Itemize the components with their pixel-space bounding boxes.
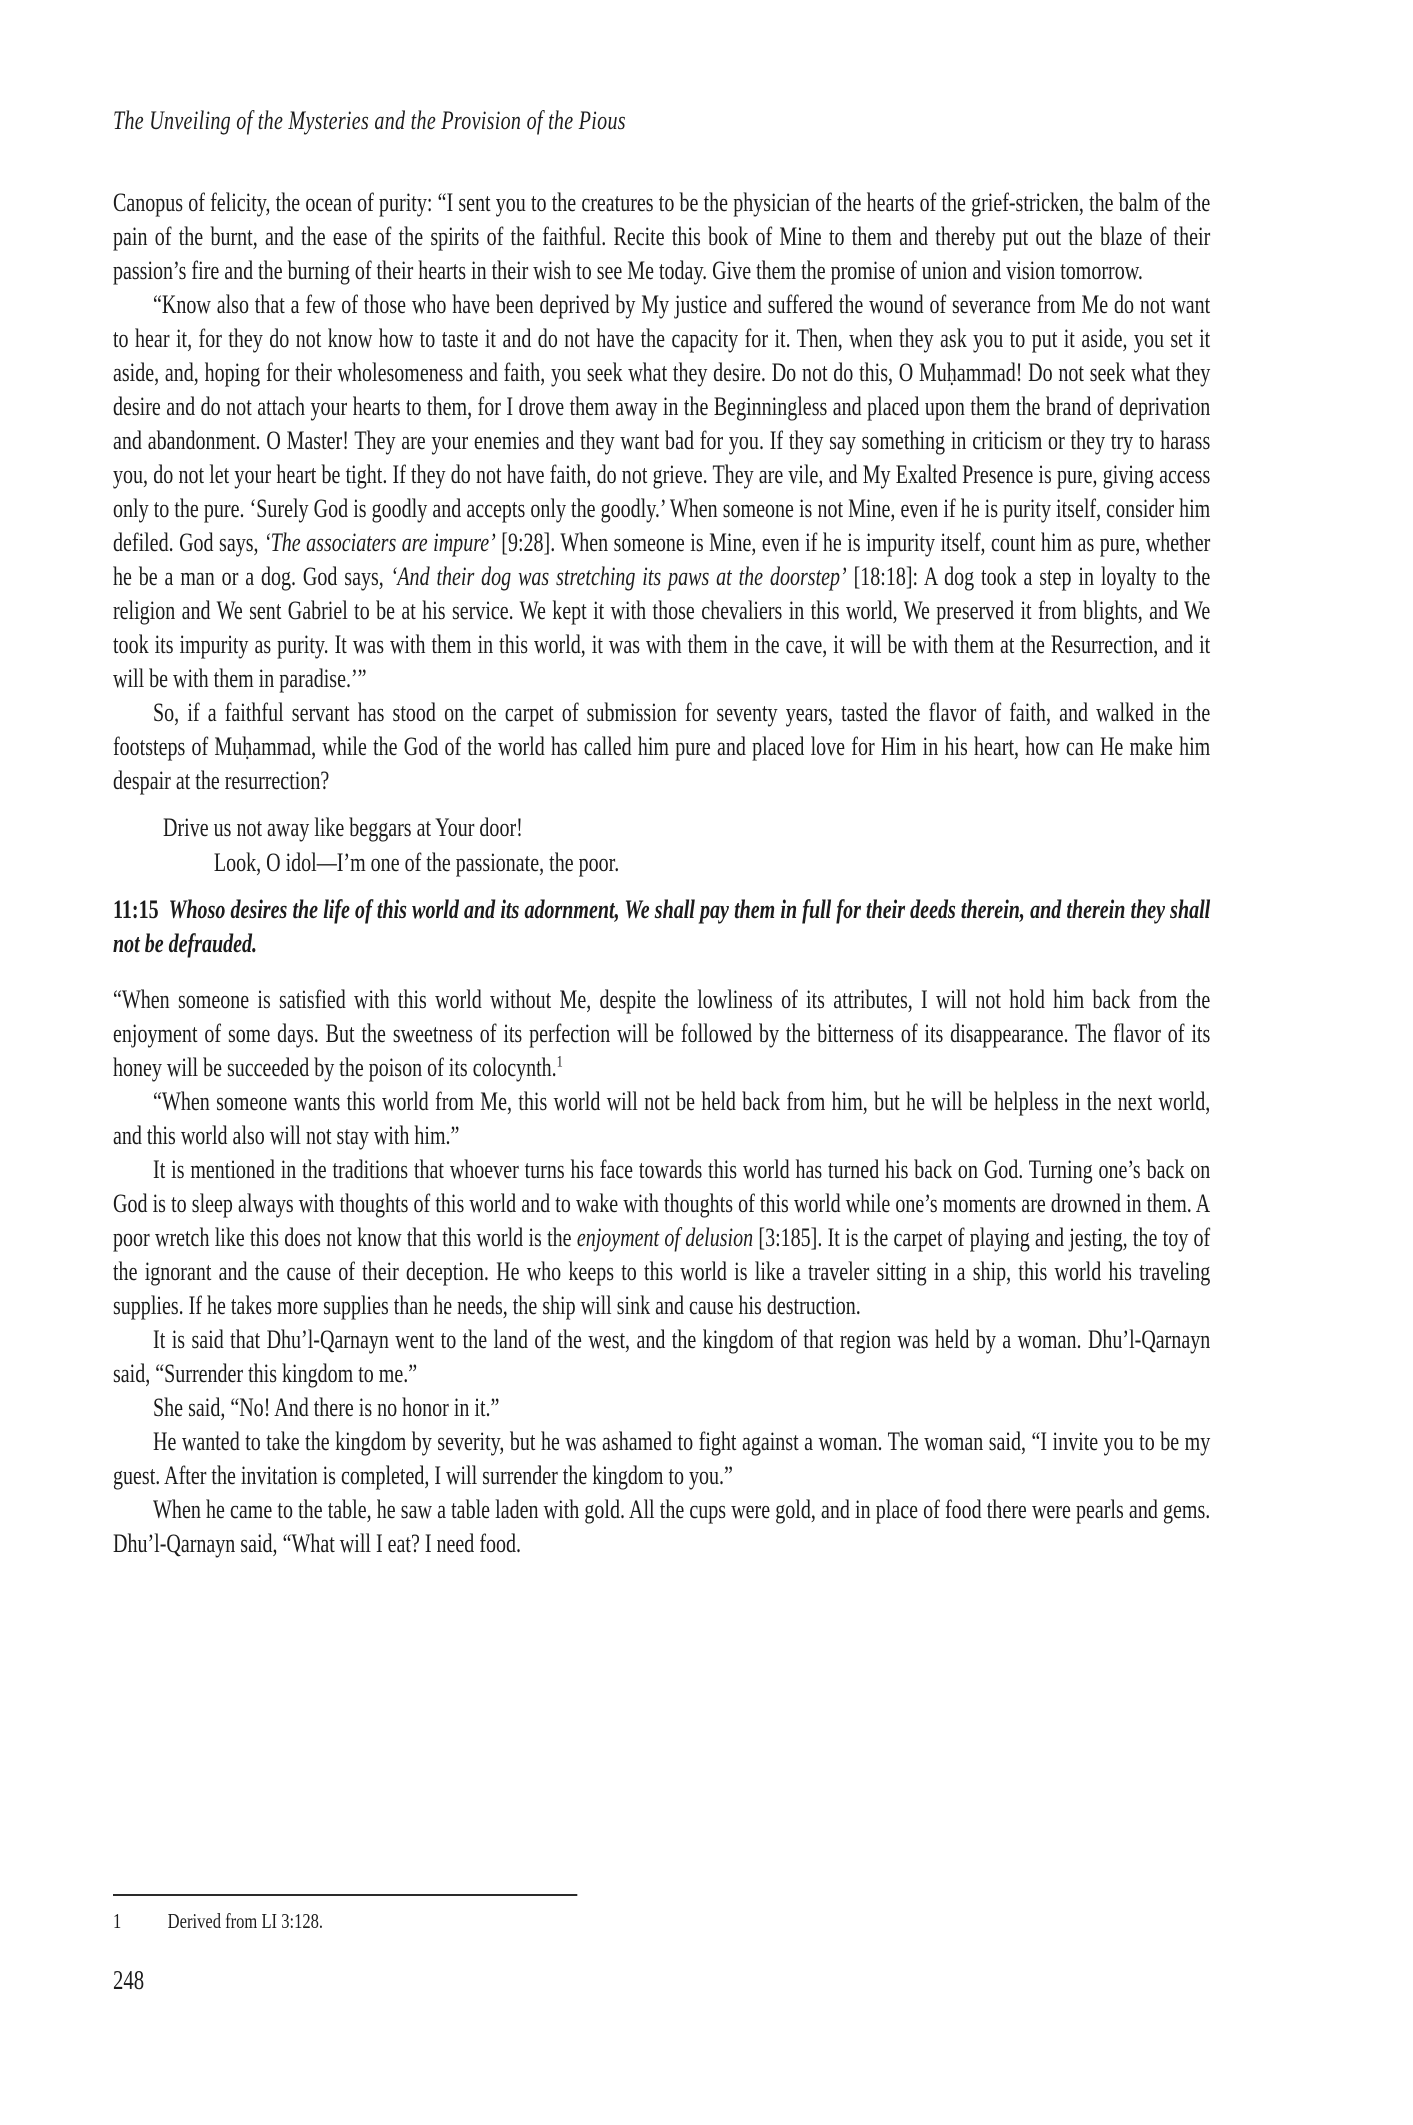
body-paragraph: “When someone wants this world from Me, this world will not be held back from him, but he will be helpless in the next world, and this world also will not stay with him.”	[113, 1087, 1211, 1150]
body-paragraph: She said, “No! And there is no honor in it.”	[153, 1393, 500, 1422]
body-paragraph: When he came to the table, he saw a table laden with gold. All the cups were gold, and in place of food there were pearls and gems. Dhu’l-Qarnayn said, “What will I eat? I need food.	[113, 1495, 1211, 1558]
footnote-text: Derived from LI 3:128.	[167, 1909, 324, 1933]
verse-couplet	[113, 810, 1210, 880]
verse-line: Drive us not away like beggars at Your door!	[163, 813, 523, 842]
footnote-area	[113, 1894, 1210, 1934]
footnote-marker: 1	[113, 1909, 122, 1933]
body-paragraph: “Know also that a few of those who have been deprived by My justice and suffered the wound of severance from Me do not want to hear it, for they do not know how to taste it and do not have the capacity for it. Then, when they ask you to put it aside, you set it aside, and, hoping for their wholesomeness and faith, you seek what they desire. Do not do this, O Muḥammad! Do not seek what they desire and do not attach your hearts to them, for I drove them away in the Beginningless and placed upon them the brand of deprivation and abandonment. O Master! They are your enemies and they want bad for you. If they say something in criticism or they try to harass you, do not let your heart be tight. If they do not have faith, do not grieve. They are vile, and My Exalted Presence is pure, giving access only to the pure. ‘Surely God is goodly and accepts only the goodly.’ When someone is not Mine, even if he is purity itself, consider him defiled. God says, ‘The associaters are impure’ [9:28]. When someone is Mine, even if he is impurity itself, count him as pure, whether he be a man or a dog. God says, ‘And their dog was stretching its paws at the doorstep’ [18:18]: A dog took a step in loyalty to the religion and We sent Gabriel to be at his service. We kept it with those chevaliers in this world, We preserved it from blights, and We took its impurity as purity. It was with them in this world, it was with them in the cave, it will be with them at the Resurrection, and it will be with them in paradise.’”	[113, 290, 1211, 693]
page-number: 248	[113, 1965, 145, 1995]
body-paragraph: It is mentioned in the traditions that whoever turns his face towards this world has turned his back on God. Turning one’s back on God is to sleep always with thoughts of this world and to wake with thoughts of this world while one’s moments are drowned in them. A poor wretch like this does not know that this world is the enjoyment of delusion [3:185]. It is the carpet of playing and jesting, the toy of the ignorant and the cause of their deception. He who keeps to this world is like a traveler sitting in a ship, this world his traveling supplies. If he takes more supplies than he needs, the ship will sink and cause his destruction.	[113, 1155, 1211, 1320]
body-paragraph: So, if a faithful servant has stood on the carpet of submission for seventy years, tasted the flavor of faith, and walked in the footsteps of Muḥammad, while the God of the world has called him pure and placed love for Him in his heart, how can He make him despair at the resurrection?	[113, 698, 1211, 795]
quran-verse-heading: 11:15 Whoso desires the life of this world and its adornment, We shall pay them in full for their deeds therein, and therein they shall not be defrauded.	[113, 895, 1211, 958]
body-paragraph: “When someone is satisfied with this world without Me, despite the lowliness of its attributes, I will not hold him back from the enjoyment of some days. But the sweetness of its perfection will be followed by the bitterness of its disappearance. The flavor of its honey will be succeeded by the poison of its colocynth.$^1$	[113, 985, 1211, 1082]
body-paragraph: It is said that Dhu’l-Qarnayn went to the land of the west, and the kingdom of that region was held by a woman. Dhu’l-Qarnayn said, “Surrender this kingdom to me.”	[113, 1325, 1211, 1388]
page-body	[113, 186, 1210, 1561]
verse-line: Look, O idol—I’m one of the passionate, the poor.	[213, 848, 620, 877]
footnote-rule	[113, 1894, 577, 1896]
running-head: The Unveiling of the Mysteries and the Provision of the Pious	[113, 106, 626, 135]
body-paragraph: Canopus of felicity, the ocean of purity: “I sent you to the creatures to be the physician of the hearts of the grief-stricken, the balm of the pain of the burnt, and the ease of the spirits of the faithful. Recite this book of Mine to them and thereby put out the blaze of their passion’s fire and the burning of their hearts in their wish to see Me today. Give them the promise of union and vision tomorrow.	[113, 188, 1211, 285]
body-paragraph: He wanted to take the kingdom by severity, but he was ashamed to fight against a woman. The woman said, “I invite you to be my guest. After the invitation is completed, I will surrender the kingdom to you.”	[113, 1427, 1211, 1490]
footnote	[113, 1908, 1210, 1934]
